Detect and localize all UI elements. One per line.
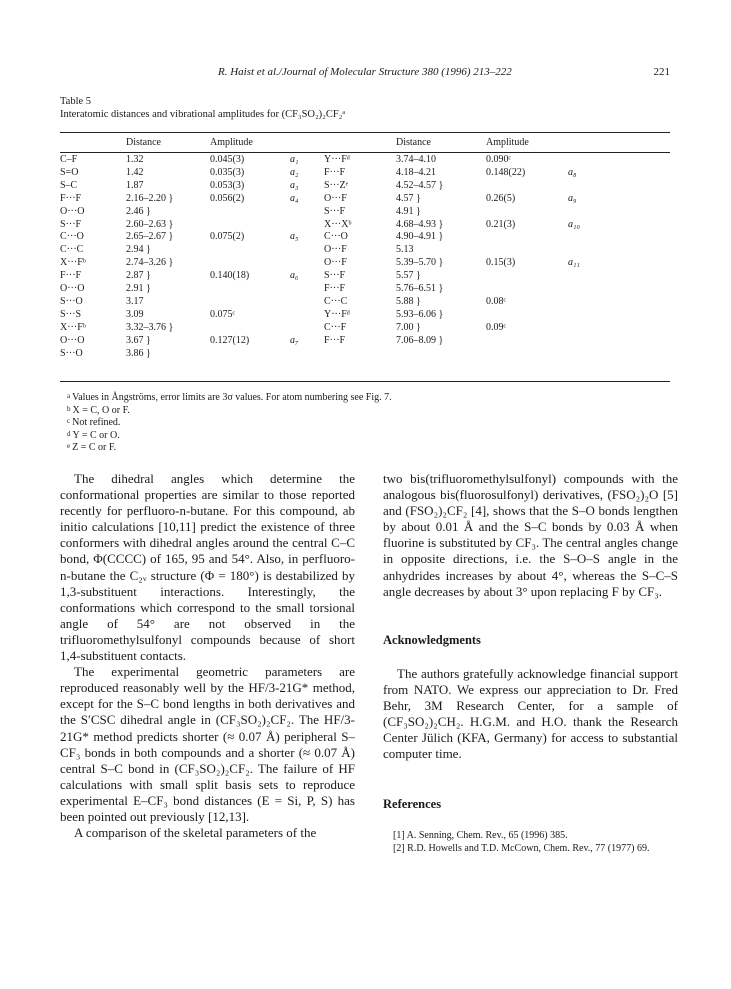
- col-header-amplitude-1: Amplitude: [210, 136, 253, 148]
- footnote: $^e$ Z = C or F.: [67, 442, 117, 454]
- table-row: [60, 257, 670, 270]
- table-footnotes: [67, 392, 392, 455]
- amplitude-group-cell: [290, 309, 324, 322]
- amplitude-group-cell: a₉: [568, 192, 577, 204]
- distance-cell: 3.32–3.76 }: [126, 321, 174, 333]
- amplitude-group-cell: [290, 244, 324, 257]
- distance-cell: 3.67 }: [126, 334, 151, 346]
- amplitude-cell: 0.035(3): [210, 166, 245, 178]
- atom-pair-cell: C···F: [324, 321, 347, 333]
- distance-cell: 5.57 }: [396, 270, 421, 282]
- amplitude-cell: [486, 348, 568, 361]
- distance-cell: 2.74–3.26 }: [126, 257, 174, 269]
- amplitude-group-cell: a₇: [290, 334, 299, 346]
- atom-pair-cell: S···O: [60, 347, 83, 359]
- amplitude-cell: 0.075ᶜ: [210, 308, 236, 320]
- amplitude-cell: 0.148(22): [486, 166, 526, 178]
- amplitude-group-cell: [568, 348, 670, 361]
- col-header-distance-1: Distance: [126, 136, 161, 148]
- amplitude-cell: 0.15(3): [486, 257, 516, 269]
- atom-pair-cell: S···Zᵉ: [324, 179, 349, 191]
- atom-pair-cell: X···Fᵇ: [60, 257, 86, 269]
- atom-pair-cell: F···F: [60, 270, 82, 282]
- atom-pair-cell: C–F: [60, 154, 78, 165]
- amplitude-group-cell: [290, 206, 324, 219]
- atom-pair-cell: S···F: [60, 218, 82, 230]
- distance-cell: 2.60–2.63 }: [126, 218, 174, 230]
- atom-pair-cell: Y···Fᵈ: [324, 154, 350, 165]
- amplitude-cell: [210, 283, 290, 296]
- table-row: [60, 270, 670, 283]
- table-row: [60, 283, 670, 296]
- distance-cell: 2.16–2.20 }: [126, 192, 174, 204]
- table-header-row: [60, 134, 670, 150]
- amplitude-group-cell: a₂: [290, 166, 299, 178]
- distance-cell: 2.65–2.67 }: [126, 231, 174, 243]
- amplitude-cell: [486, 231, 568, 244]
- amplitude-cell: [210, 219, 290, 232]
- distance-cell: 3.09: [126, 308, 144, 320]
- col-header-distance-2: Distance: [396, 136, 431, 148]
- table-caption: [60, 95, 345, 121]
- distance-cell: 5.88 }: [396, 295, 421, 307]
- atom-pair-cell: F···F: [324, 334, 346, 346]
- distance-cell: 4.18–4.21: [396, 166, 436, 178]
- amplitude-group-cell: [568, 206, 670, 219]
- amplitude-cell: [210, 296, 290, 309]
- amplitude-group-cell: [568, 283, 670, 296]
- atom-pair-cell: O···O: [60, 283, 85, 295]
- distance-cell: 4.52–4.57 }: [396, 179, 444, 191]
- amplitude-cell: [210, 206, 290, 219]
- distance-cell: 3.74–4.10: [396, 154, 436, 165]
- reference-item: [1] A. Senning, Chem. Rev., 65 (1996) 385.: [393, 829, 568, 841]
- amplitude-group-cell: [568, 322, 670, 335]
- distance-cell: 5.39–5.70 }: [396, 257, 444, 269]
- amplitude-group-cell: a₄: [290, 192, 299, 204]
- amplitude-cell: 0.08ᶜ: [486, 295, 507, 307]
- amplitude-cell: [210, 244, 290, 257]
- footnote: $^c$ Not refined.: [67, 417, 121, 429]
- distance-cell: 5.13: [396, 244, 414, 256]
- atom-pair-cell: S···F: [324, 205, 346, 217]
- table-row: [60, 244, 670, 257]
- body-paragraph: two bis(trifluoromethylsulfonyl) compounds with the analogous bis(fluorosulfonyl) derivatives, (FSO₂)₂O [5] and (FSO₂)₂CF₂ [4], shows that the S–O bonds lengthen by about 0.01 Å and the S–C bonds by 0.03 Å when fluorine is substituted by CF₃. The central angles change in opposite directions, i.e. the S–O–S angle in the anhydrides increases by about 4°, whereas the S–C–S angle decreases by about 3° upon replacing F by CF₃.: [383, 471, 678, 599]
- table-row: [60, 180, 670, 193]
- acknowledgments-text: The authors gratefully acknowledge financial support from NATO. We express our appreciation to Dr. Fred Behr, 3M Research Center, for a sample of (CF₃SO₂)₂CH₂. H.G.M. and H.O. thank the Research Center Jülich (KFA, Germany) for access to substantial computer time.: [383, 665, 678, 762]
- amplitude-group-cell: [568, 244, 670, 257]
- body-paragraph: A comparison of the skeletal parameters of the: [74, 825, 317, 841]
- amplitude-group-cell: [568, 231, 670, 244]
- amplitude-cell: [486, 270, 568, 283]
- amplitude-group-cell: [568, 180, 670, 193]
- atom-pair-cell: F···F: [324, 166, 346, 178]
- page-number: 221: [653, 66, 670, 78]
- atom-pair-cell: [324, 348, 396, 361]
- table-row: [60, 206, 670, 219]
- amplitude-group-cell: [290, 322, 324, 335]
- body-paragraph: The experimental geometric parameters are reproduced reasonably well by the HF/3-21G* method, except for the S–C bond lengths in both derivatives and the S′CSC dihedral angle in (CF₃SO₂)₂CF₂. The HF/3-21G* method predicts shorter (≈ 0.07 Å) peripheral S–CF₃ bonds in both compounds and a shorter (≈ 0.07 Å) central S–C bond in (CF₃SO₂)₂CF₂. The failure of HF calculations with small split basis sets to reproduce experimental E–CF₃ bond distances (E = Si, P, S) has been pointed out previously [12,13].: [60, 664, 355, 824]
- distance-cell: 1.32: [126, 154, 144, 165]
- right-text-column: [383, 471, 678, 855]
- distance-cell: 7.06–8.09 }: [396, 334, 444, 346]
- table-bottom-rule: [60, 381, 670, 382]
- atom-pair-cell: S–C: [60, 179, 78, 191]
- amplitude-group-cell: [568, 309, 670, 322]
- table-row: [60, 296, 670, 309]
- table-row: [60, 322, 670, 335]
- atom-pair-cell: S=O: [60, 166, 79, 178]
- amplitude-cell: 0.26(5): [486, 192, 516, 204]
- distance-cell: 3.86 }: [126, 347, 151, 359]
- atom-pair-cell: F···F: [60, 192, 82, 204]
- amplitude-cell: [486, 309, 568, 322]
- distance-cell: 2.46 }: [126, 205, 151, 217]
- table-top-rule: [60, 132, 670, 133]
- amplitude-group-cell: [568, 270, 670, 283]
- atom-pair-cell: Y···Fᵈ: [324, 308, 350, 320]
- atom-pair-cell: C···C: [60, 244, 84, 256]
- journal-citation: R. Haist et al./Journal of Molecular Structure 380 (1996) 213–222: [218, 66, 512, 78]
- col-header-amplitude-2: Amplitude: [486, 136, 529, 148]
- footnote: $^d$ Y = C or O.: [67, 429, 120, 441]
- distance-cell: 2.91 }: [126, 283, 151, 295]
- amplitude-group-cell: [290, 348, 324, 361]
- amplitude-cell: 0.140(18): [210, 270, 250, 282]
- atom-pair-cell: O···F: [324, 244, 347, 256]
- atom-pair-cell: X···Xᵇ: [324, 218, 352, 230]
- distance-cell: 3.17: [126, 295, 144, 307]
- atom-pair-cell: C···C: [324, 295, 348, 307]
- amplitude-cell: [486, 283, 568, 296]
- distance-cell: 5.93–6.06 }: [396, 308, 444, 320]
- amplitude-group-cell: [568, 296, 670, 309]
- atom-pair-cell: O···O: [60, 205, 85, 217]
- distance-cell: 4.57 }: [396, 192, 421, 204]
- amplitude-group-cell: a₆: [290, 270, 299, 282]
- distance-cell: 7.00 }: [396, 321, 421, 333]
- table-row: [60, 309, 670, 322]
- distance-cell: 1.87: [126, 179, 144, 191]
- left-text-column: [60, 471, 355, 841]
- table-row: [60, 167, 670, 180]
- amplitude-group-cell: a₃: [290, 179, 299, 191]
- footnote: $^a$ Values in Ångströms, error limits are 3σ values. For atom numbering see Fig. 7.: [67, 392, 392, 403]
- table-row: [60, 193, 670, 206]
- distance-cell: 4.90–4.91 }: [396, 231, 444, 243]
- amplitude-cell: [486, 180, 568, 193]
- footnote: $^b$ X = C, O or F.: [67, 404, 130, 416]
- amplitude-group-cell: [290, 219, 324, 232]
- amplitude-cell: [486, 244, 568, 257]
- table-body: [60, 150, 670, 361]
- atom-pair-cell: X···Fᵇ: [60, 321, 86, 333]
- distances-table: [60, 134, 670, 361]
- atom-pair-cell: O···F: [324, 257, 347, 269]
- distance-cell: 2.87 }: [126, 270, 151, 282]
- atom-pair-cell: O···O: [60, 334, 85, 346]
- amplitude-group-cell: [290, 283, 324, 296]
- amplitude-cell: 0.056(2): [210, 192, 245, 204]
- atom-pair-cell: C···O: [324, 231, 348, 243]
- table-number: Table 5: [60, 96, 92, 107]
- table-row: [60, 219, 670, 232]
- amplitude-cell: [210, 257, 290, 270]
- amplitude-cell: 0.090ᶜ: [486, 154, 512, 165]
- amplitude-cell: 0.075(2): [210, 231, 245, 243]
- atom-pair-cell: S···F: [324, 270, 346, 282]
- amplitude-cell: 0.045(3): [210, 154, 245, 165]
- amplitude-group-cell: [290, 296, 324, 309]
- amplitude-group-cell: a₈: [568, 166, 577, 178]
- amplitude-group-cell: a₁₀: [568, 218, 580, 230]
- table-row: [60, 348, 670, 361]
- distance-cell: 4.68–4.93 }: [396, 218, 444, 230]
- distance-cell: 2.94 }: [126, 244, 151, 256]
- amplitude-group-cell: [290, 257, 324, 270]
- amplitude-cell: [486, 206, 568, 219]
- distance-cell: [396, 348, 486, 361]
- acknowledgments-heading: Acknowledgments: [383, 632, 481, 647]
- reference-item: [2] R.D. Howells and T.D. McCown, Chem. Rev., 77 (1977) 69.: [393, 842, 650, 854]
- distance-cell: 1.42: [126, 166, 144, 178]
- amplitude-cell: 0.09ᶜ: [486, 321, 507, 333]
- amplitude-cell: 0.127(12): [210, 334, 250, 346]
- amplitude-group-cell: a₅: [290, 231, 299, 243]
- amplitude-group-cell: [568, 335, 670, 348]
- amplitude-cell: [486, 335, 568, 348]
- amplitude-cell: 0.21(3): [486, 218, 516, 230]
- table-row: [60, 231, 670, 244]
- table-row: [60, 335, 670, 348]
- reference-list: [383, 829, 678, 855]
- atom-pair-cell: C···O: [60, 231, 84, 243]
- atom-pair-cell: S···O: [60, 295, 83, 307]
- atom-pair-cell: F···F: [324, 283, 346, 295]
- amplitude-group-cell: a₁: [290, 154, 299, 165]
- body-paragraph: The dihedral angles which determine the conformational properties are similar to those reported recently for perfluoro-n-butane. For this compound, ab initio calculations [10,11] predict the existence of three conformers with dihedral angles around the central C–C bond, Φ(CCCC) of 165, 95 and 54°. Also, in perfluoro-n-butane the C₂ᵥ structure (Φ = 180°) is destabilized by 1,3-substituent interactions. Interestingly, the conformations which correspond to the small torsional angle of 54° are not observed in the trifluoromethylsulfonyl compounds because of short 1,4-substituent contacts.: [60, 471, 355, 664]
- table-header-rule: [60, 152, 670, 153]
- distance-cell: 4.91 }: [396, 205, 421, 217]
- table-title: Interatomic distances and vibrational amplitudes for (CF₃SO₂)₂CF₂ᵃ: [60, 109, 346, 120]
- references-heading: References: [383, 797, 442, 812]
- amplitude-group-cell: a₁₁: [568, 257, 580, 269]
- distance-cell: 5.76–6.51 }: [396, 283, 444, 295]
- amplitude-cell: 0.053(3): [210, 179, 245, 191]
- amplitude-cell: [210, 348, 290, 361]
- amplitude-cell: [210, 322, 290, 335]
- atom-pair-cell: S···S: [60, 308, 82, 320]
- atom-pair-cell: O···F: [324, 192, 347, 204]
